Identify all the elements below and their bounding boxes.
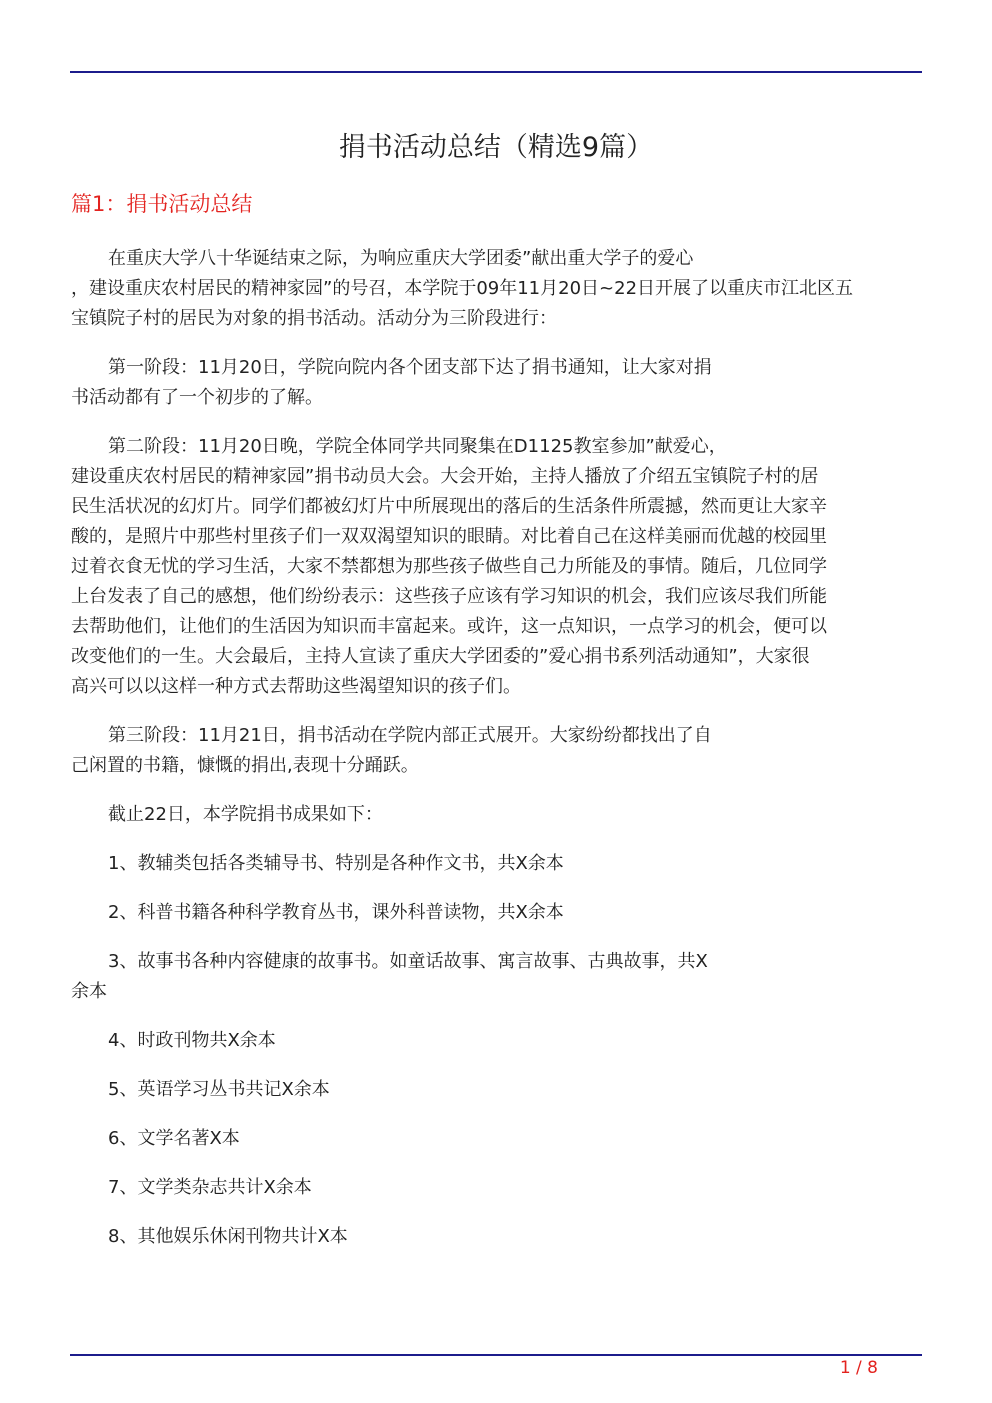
header-rule	[70, 71, 922, 73]
text-line: 高兴可以以这样一种方式去帮助这些渴望知识的孩子们。	[71, 676, 521, 697]
paragraph	[71, 800, 921, 830]
footer-rule	[70, 1354, 922, 1356]
text-line: 3、故事书各种内容健康的故事书。如童话故事、寓言故事、古典故事，共X	[108, 951, 708, 972]
text-line: 4、时政刊物共X余本	[108, 1030, 276, 1051]
section-heading: 篇1：捐书活动总结	[71, 192, 253, 216]
text-line: 酸的，是照片中那些村里孩子们一双双渴望知识的眼睛。对比着自己在这样美丽而优越的校园里	[71, 526, 827, 547]
paragraph	[71, 721, 921, 781]
text-line: 民生活状况的幻灯片。同学们都被幻灯片中所展现出的落后的生活条件所震撼，然而更让大家辛	[71, 496, 827, 517]
list-item	[71, 1173, 921, 1203]
text-line: 去帮助他们，让他们的生活因为知识而丰富起来。或许，这一点知识，一点学习的机会，便可以	[71, 616, 827, 637]
text-line: ，建设重庆农村居民的精神家园”的号召，本学院于09年11月20日~22日开展了以重庆市江北区五	[71, 278, 854, 299]
paragraph	[71, 353, 921, 413]
text-line: 建设重庆农村居民的精神家园”捐书动员大会。大会开始，主持人播放了介绍五宝镇院子村的居	[71, 466, 819, 487]
text-line: 1、教辅类包括各类辅导书、特别是各种作文书，共X余本	[108, 853, 564, 874]
text-line: 第二阶段：11月20日晚，学院全体同学共同聚集在D1125教室参加”献爱心，	[108, 436, 727, 457]
text-line: 截止22日，本学院捐书成果如下：	[108, 804, 383, 825]
paragraph	[71, 432, 921, 702]
text-line: 5、英语学习丛书共记X余本	[108, 1079, 330, 1100]
text-line: 过着衣食无忧的学习生活，大家不禁都想为那些孩子做些自己力所能及的事情。随后，几位同学	[71, 556, 827, 577]
text-line: 宝镇院子村的居民为对象的捐书活动。活动分为三阶段进行：	[71, 308, 557, 329]
list-item	[71, 1026, 921, 1056]
text-line: 2、科普书籍各种科学教育丛书，课外科普读物，共X余本	[108, 902, 564, 923]
text-line: 改变他们的一生。大会最后，主持人宣读了重庆大学团委的”爱心捐书系列活动通知”，大家很	[71, 646, 810, 667]
list-item	[71, 1075, 921, 1105]
list-item	[71, 898, 921, 928]
document-title: 捐书活动总结（精选9篇）	[338, 132, 654, 163]
text-line: 书活动都有了一个初步的了解。	[71, 387, 323, 408]
document-body	[71, 244, 921, 1271]
page-indicator: 1 / 8	[839, 1358, 878, 1378]
text-line: 7、文学类杂志共计X余本	[108, 1177, 312, 1198]
text-line: 余本	[71, 981, 107, 1002]
list-item	[71, 1124, 921, 1154]
text-line: 第三阶段：11月21日，捐书活动在学院内部正式展开。大家纷纷都找出了自	[108, 725, 712, 746]
text-line: 上台发表了自己的感想，他们纷纷表示：这些孩子应该有学习知识的机会，我们应该尽我们所能	[71, 586, 827, 607]
text-line: 己闲置的书籍，慷慨的捐出,表现十分踊跃。	[71, 755, 419, 776]
paragraph	[71, 244, 921, 334]
text-line: 第一阶段：11月20日，学院向院内各个团支部下达了捐书通知，让大家对捐	[108, 357, 712, 378]
text-line: 在重庆大学八十华诞结束之际，为响应重庆大学团委”献出重大学子的爱心	[108, 248, 694, 269]
list-item	[71, 1222, 921, 1252]
list-item	[71, 849, 921, 879]
text-line: 6、文学名著X本	[108, 1128, 240, 1149]
text-line: 8、其他娱乐休闲刊物共计X本	[108, 1226, 348, 1247]
list-item	[71, 947, 921, 1007]
